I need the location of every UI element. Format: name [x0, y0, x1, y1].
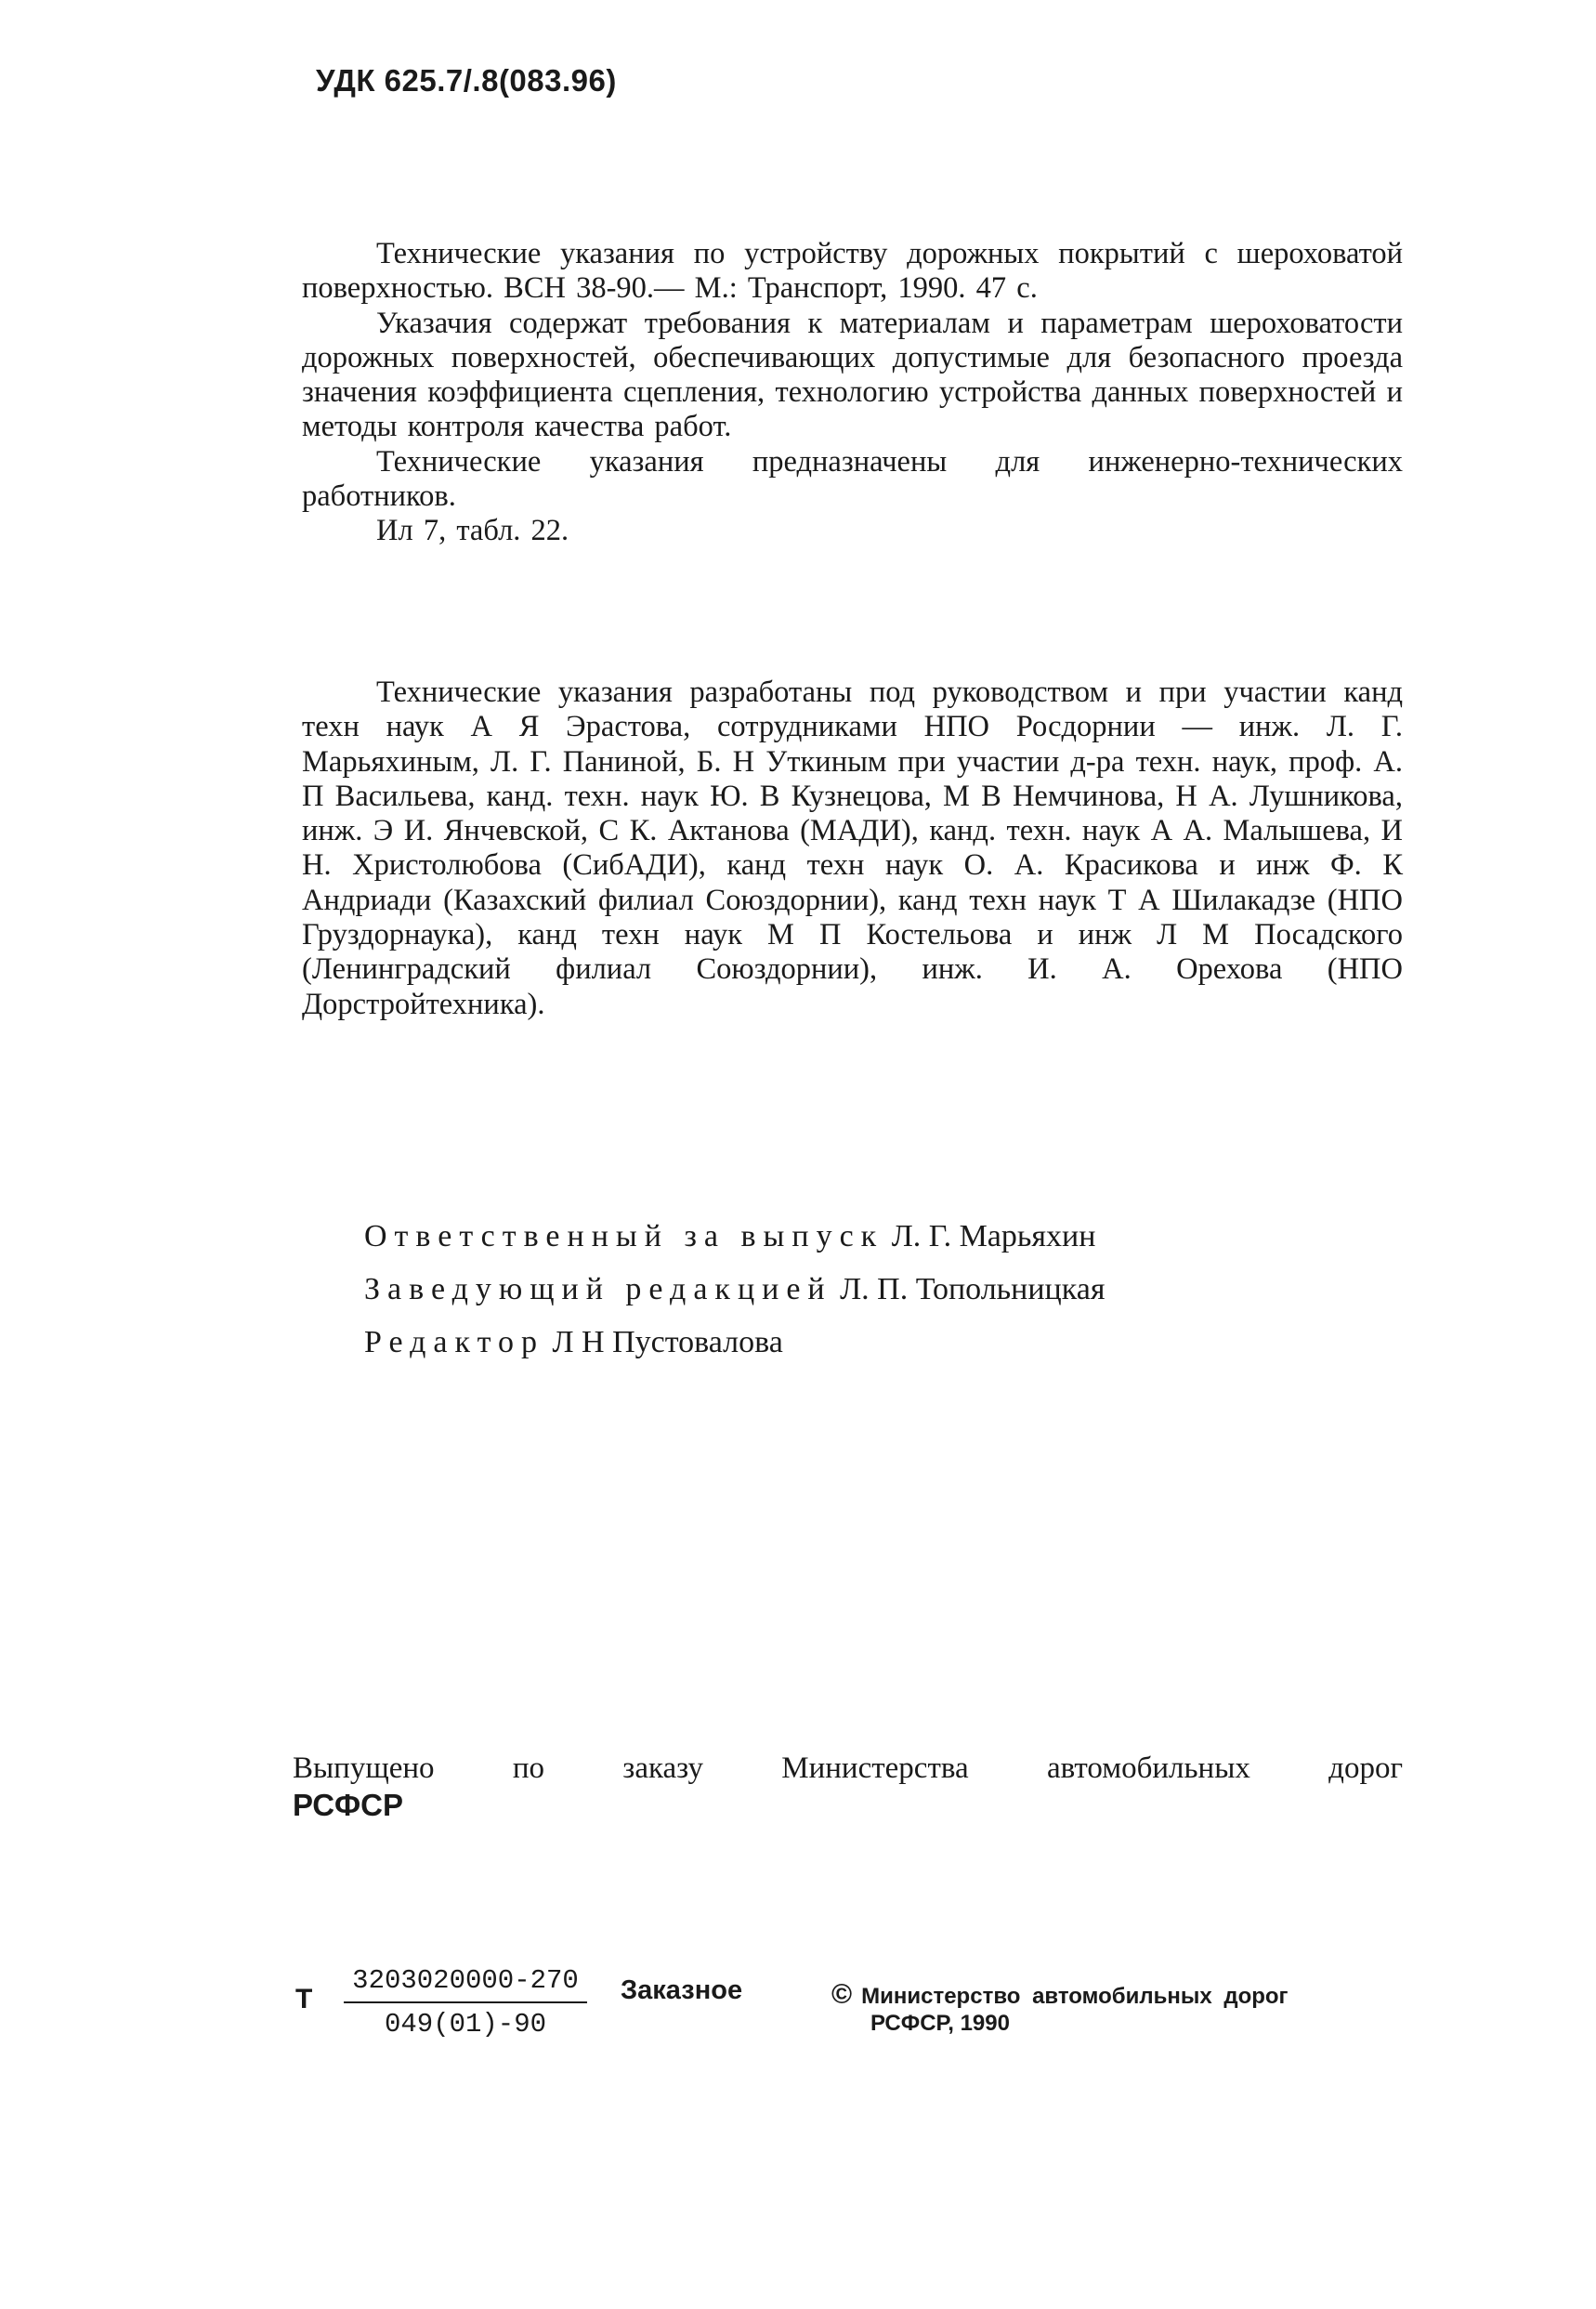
- order-note-line2: РСФСР: [293, 1788, 404, 1822]
- staff-name: Л. Г. Марьяхин: [891, 1219, 1096, 1253]
- imprint-order-type: Заказное: [621, 1975, 743, 2005]
- editorial-staff: [364, 1219, 1105, 1378]
- abstract-audience: Технические указания предназначены для инженерно-технических работников.: [302, 444, 1403, 514]
- copyright-icon: ©: [831, 1979, 853, 2010]
- imprint-index-denominator: 049(01)-90: [384, 2009, 547, 2040]
- imprint-index-numerator: 3203020000-270: [344, 1965, 587, 2003]
- authors-text: Технические указания разработаны под руководством и при участии канд техн наук А Я Эрастова, сотрудниками НПО Росдорнии — инж. Л. Г. Марьяхиным, Л. Г. Паниной, Б. Н Уткиным при участии д-ра техн. наук, проф. А. П Васильева, канд. техн. наук Ю. В Кузнецова, М В Немчинова, Н А. Лушникова, инж. Э И. Янчевской, С К. Актанова (МАДИ), канд. техн. наук А А. Малышева, И Н. Христолюбова (СибАДИ), канд техн наук О. А. Красикова и инж Ф. К Андриади (Казахский филиал Союздорнии), канд техн наук Т А Шилакадзе (НПО Груздорнаука), канд техн наук М П Костельова и инж Л М Посадского (Ленинградский филиал Союздорнии), инж. И. А. Орехова (НПО Дорстройтехника).: [302, 676, 1403, 1021]
- order-note-line1: Выпущено по заказу Министерства автомобильных дорог: [293, 1751, 1403, 1785]
- imprint-t-letter: Т: [295, 1984, 313, 2014]
- imprint-index-fraction: [344, 1965, 587, 2040]
- order-note: [293, 1751, 1403, 1823]
- imprint-copyright: [831, 1981, 1407, 2037]
- abstract-bibliographic-entry: Технические указания по устройству дорожных покрытий с шероховатой поверхностью. ВСН 38-90.— М.: Транспорт, 1990. 47 с.: [302, 237, 1403, 306]
- abstract-illustrations: Ил 7, табл. 22.: [376, 514, 569, 548]
- copyright-holder: Министерство автомобильных дорог: [861, 1984, 1289, 2009]
- staff-line-head-editor: [364, 1272, 1105, 1325]
- staff-name: Л. П. Топольницкая: [840, 1272, 1105, 1306]
- imprint-footer: [0, 1965, 1596, 2077]
- staff-line-responsible: [364, 1219, 1105, 1272]
- staff-role: Редактор: [364, 1325, 544, 1359]
- authors-block: [302, 676, 1403, 1022]
- abstract-block: [302, 237, 1403, 549]
- udc-code: УДК 625.7/.8(083.96): [316, 63, 617, 98]
- abstract-summary: Указачия содержат требования к материалам и параметрам шероховатости дорожных поверхностей, обеспечивающих допустимые для безопасного проезда значения коэффициента сцепления, технологию устройства данных поверхностей и методы контроля качества работ.: [302, 306, 1403, 444]
- staff-line-editor: [364, 1325, 1105, 1378]
- staff-role: Заведующий редакцией: [364, 1272, 832, 1306]
- copyright-line1: [831, 1981, 1407, 2010]
- staff-role: Ответственный за выпуск: [364, 1219, 884, 1253]
- staff-name: Л Н Пустовалова: [552, 1325, 783, 1359]
- copyright-line2: РСФСР, 1990: [870, 2011, 1010, 2036]
